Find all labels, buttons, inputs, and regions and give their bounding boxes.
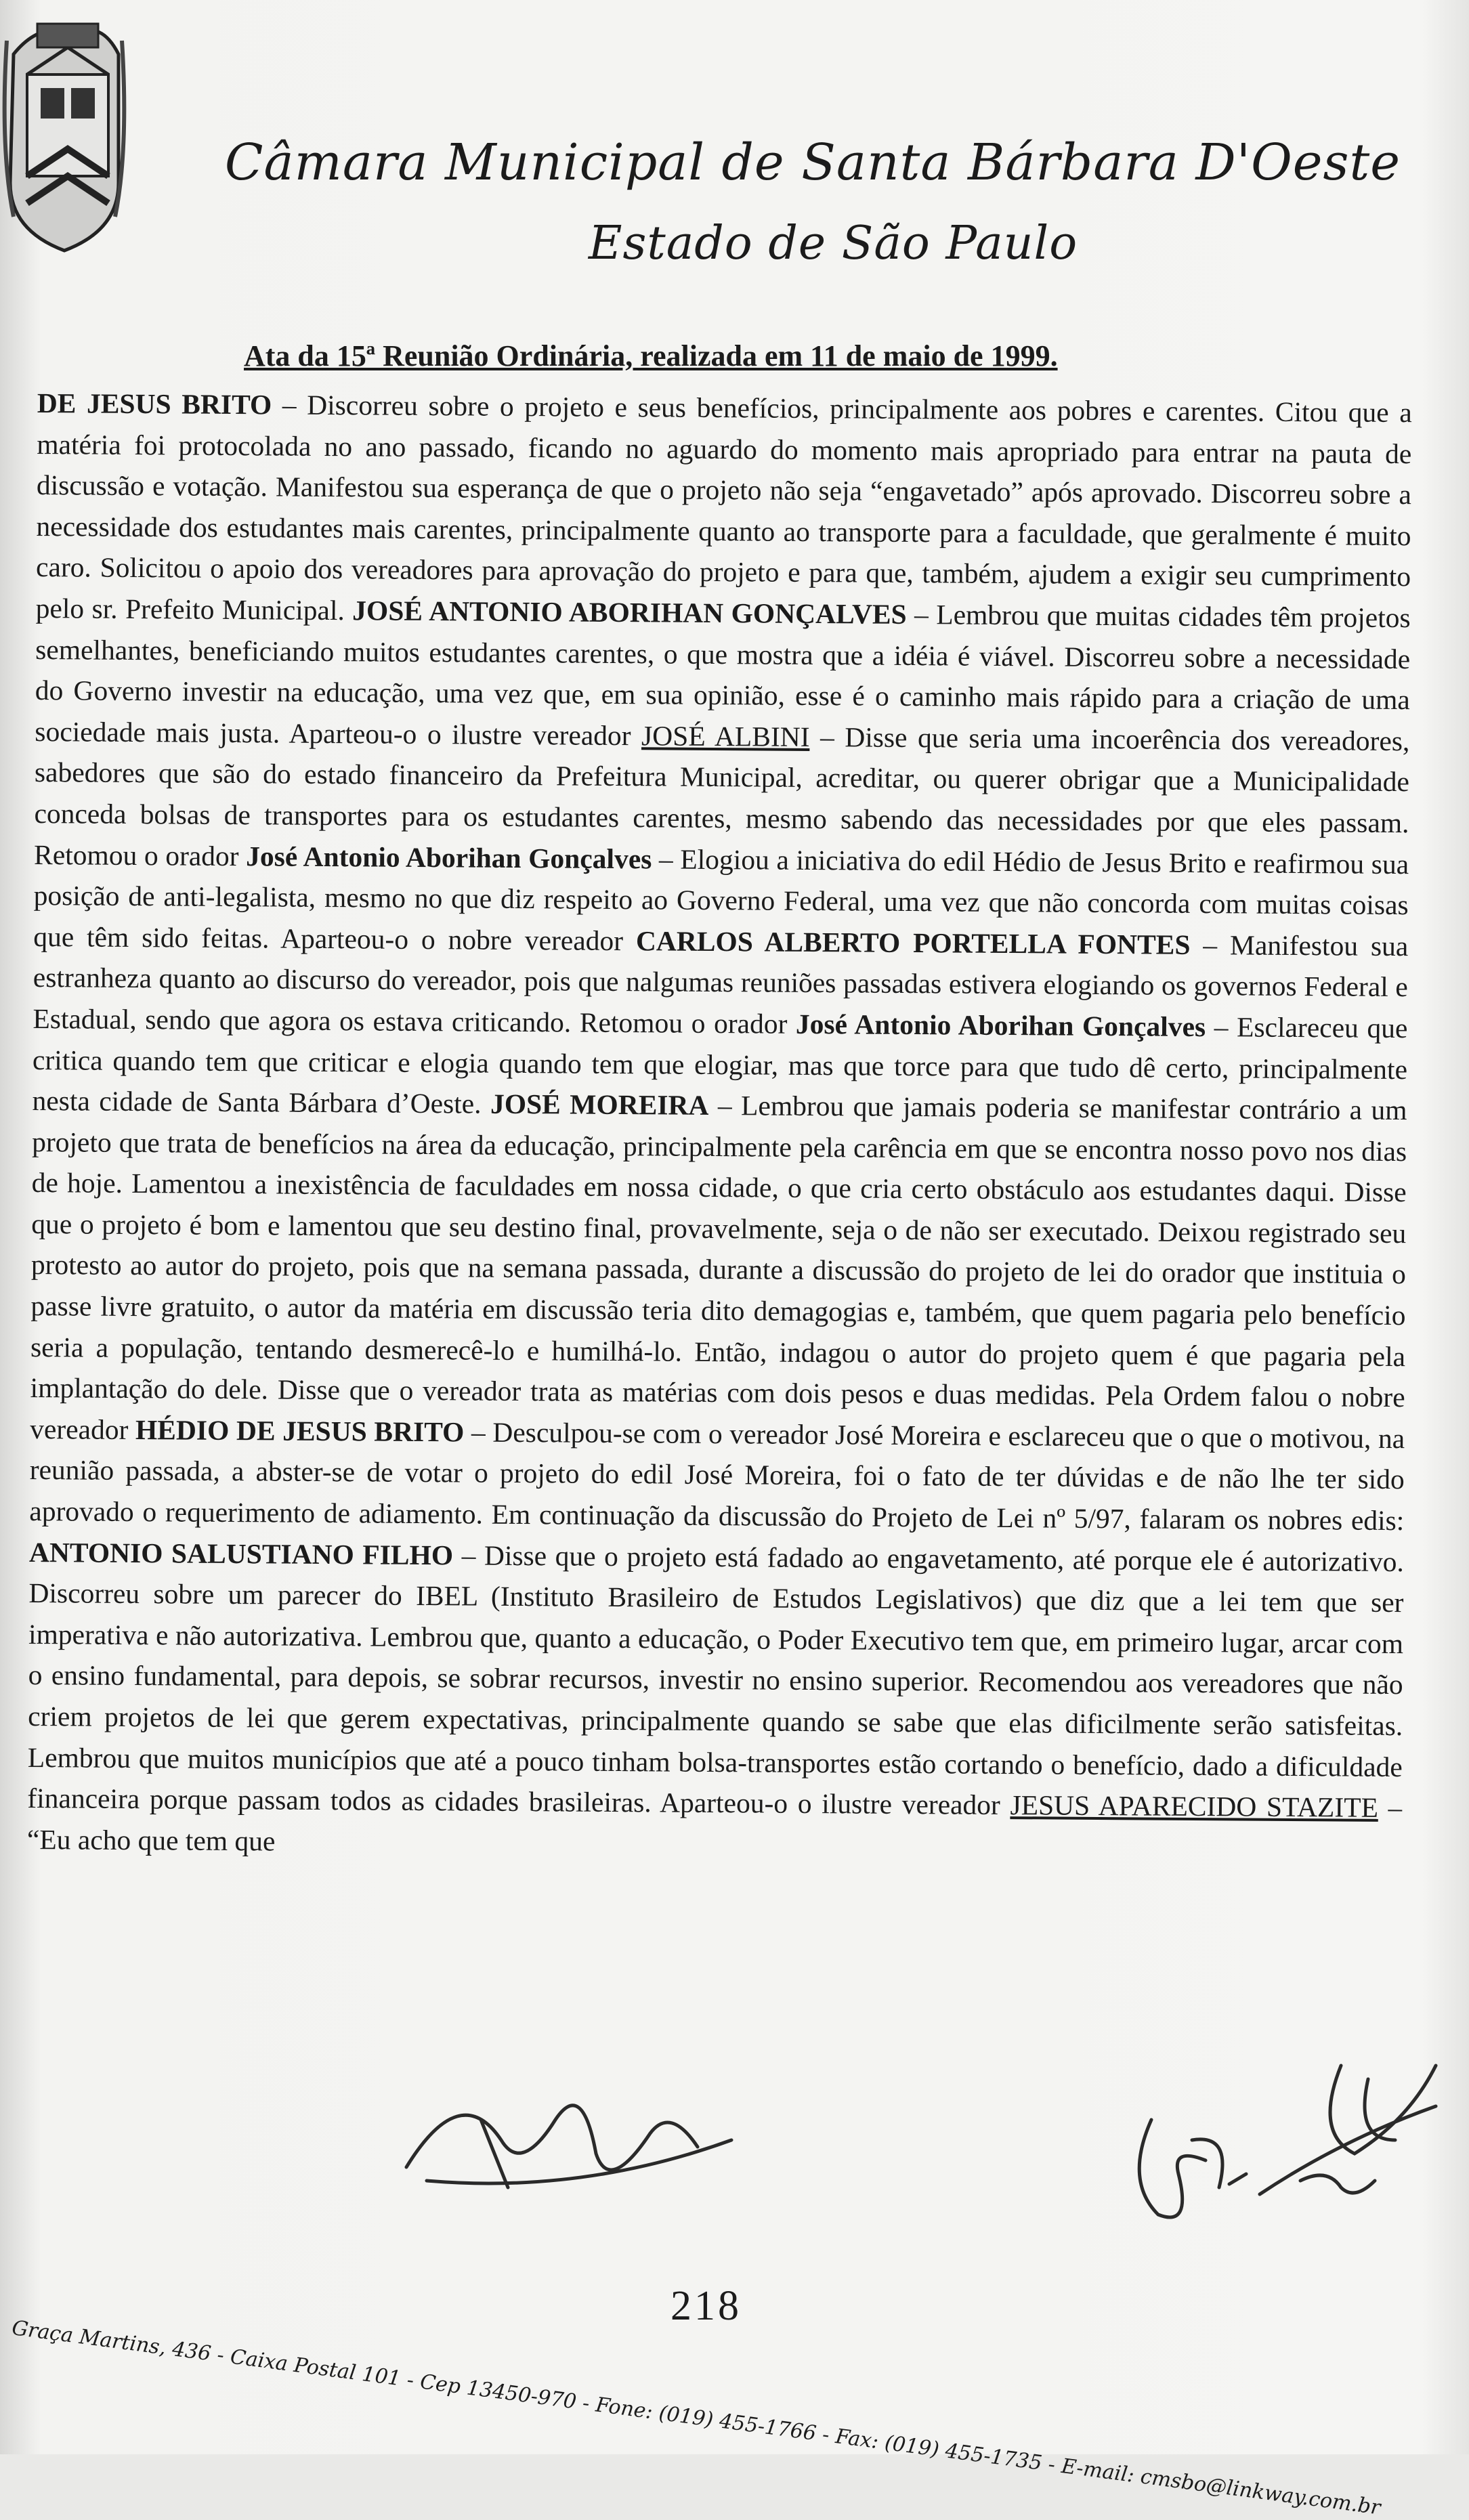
speech-text: – Manifestou sua estranheza quanto ao discurso do vereador, pois que nalgumas reuniões passadas estivera elogiando os governos Federal e Estadual, sendo que agora os estava criticando. Retomou o orador — [33, 928, 1409, 1040]
speaker-name: ANTONIO SALUSTIANO FILHO — [28, 1536, 454, 1571]
speech-text: – Lembrou que muitas cidades têm projetos semelhantes, beneficiando muitos estudantes carentes, o que mostra que a idéia é viável. Discorreu sobre a necessidade do Governo investir na educação, uma vez que, em sua opinião, esse é o caminho mais rápido para a criação de uma sociedade mais justa. Aparteou-o o ilustre vereador — [35, 598, 1411, 751]
signature-left-icon — [406, 2106, 731, 2187]
speech-text: – “Eu acho que tem que — [26, 1792, 1403, 1857]
speaker-name: HÉDIO DE JESUS BRITO — [135, 1413, 465, 1448]
speech-text: – Esclareceu que critica quando tem que criticar e elogia quando tem que elogiar, mas que torce para que tudo dê certo, principalmente nesta cidade de Santa Bárbara d’Oeste. — [32, 1010, 1408, 1119]
signature-right-icon — [1260, 2066, 1436, 2194]
speaker-name: José Antonio Aborihan Gonçalves — [795, 1008, 1206, 1042]
speaker-name: JOSÉ MOREIRA — [490, 1088, 709, 1122]
speaker-name-underlined: JOSÉ ALBINI — [641, 719, 810, 752]
minutes-title: Ata da 15ª Reunião Ordinária, realizada em 11 de maio de 1999. — [244, 339, 1058, 372]
signatures — [379, 2038, 1463, 2262]
speech-text: – Discorreu sobre o projeto e seus benefícios, principalmente aos pobres e carentes. Citou que a matéria foi protocolada no ano passado, ficando no aguardo do momento mais apropriado para entrar na pauta de discussão e votação. Manifestou sua esperança de que o projeto não seja “engavetado” após aprovado. Discorreu sobre a necessidade dos estudantes mais carentes, principalmente quanto ao transporte para a faculdade, que geralmente é muito caro. Solicitou o apoio dos vereadores para aprovação do projeto e para que, também, ajudem a exigir seu cumprimento pelo sr. Prefeito Municipal. — [35, 389, 1412, 626]
speech-text: – Desculpou-se com o vereador José Moreira e esclareceu que o que o motivou, na reunião passada, a abster-se de votar o projeto do edil José Moreira, foi o fato de ter dúvidas e de não lhe ter sido aprovado o requerimento de adiamento. Em continuação da discussão do Projeto de Lei nº 5/97, falaram os nobres edis: — [29, 1416, 1405, 1537]
footer — [10, 2316, 1456, 2520]
speech-text: – Disse que o projeto está fadado ao engavetamento, até porque ele é autorizativo. Discorreu sobre um parecer do IBEL (Instituto Brasileiro de Estudos Legislativos) que diz que a lei tem que ser imperativa e não autorizativa. Lembrou que, quanto a educação, o Poder Executivo tem que, em primeiro lugar, arcar com o ensino fundamental, para depois, se sobrar recursos, investir no ensino superior. Recomendou aos vereadores que não criem projetos de lei que gerem expectativas, principalmente quando se sabe que elas dificilmente serão satisfeitas. Lembrou que muitos municípios que até a pouco tinham bolsa-transportes estão cortando o benefício, dado a dificuldade financeira porque passam todos as cidades brasileiras. Aparteou-o o ilustre vereador — [27, 1539, 1405, 1821]
letterhead-state: Estado de São Paulo — [588, 217, 1078, 270]
speaker-name: DE JESUS BRITO — [37, 387, 272, 421]
speaker-name: CARLOS ALBERTO PORTELLA FONTES — [635, 924, 1191, 960]
letterhead — [176, 125, 1449, 281]
speaker-name: JOSÉ ANTONIO ABORIHAN GONÇALVES — [352, 595, 907, 630]
initials-center-icon — [1139, 2120, 1246, 2217]
speaker-name: José Antonio Aborihan Gonçalves — [246, 840, 652, 874]
speech-text: – Disse que seria uma incoerência dos vereadores, sabedores que são do estado financeiro da Prefeitura Municipal, acreditar, ou querer obrigar que a Municipalidade conceda bolsas de transportes para os estudantes carentes, mesmo sabendo das necessidades por que eles passam. Retomou o orador — [33, 721, 1410, 872]
letterhead-chamber-name: Câmara Municipal de Santa Bárbara D'Oeste — [224, 133, 1401, 192]
page-number: 218 — [670, 2283, 742, 2329]
speech-text: – Lembrou que jamais poderia se manifestar contrário a um projeto que trata de benefícios na área da educação, principalmente pela carência em que se encontra nosso povo nos dias de hoje. Lamentou a inexistência de faculdades em nossa cidade, o que cria certo obstáculo aos estudantes daqui. Disse que o projeto é bom e lamentou que seu destino final, provavelmente, seja o de não ser executado. Deixou registrado seu protesto ao autor do projeto, pois que na semana passada, durante a discussão do projeto de lei do orador que instituia o passe livre gratuito, o autor da matéria em discussão teria dito demagogias e, também, que quem pagaria pelo benefício seria a população, tentando desmerecê-lo e humilhá-lo. Então, indagou o autor do projeto quem é que pagaria pela implantação do dele. Disse que o vereador trata as matérias com dois pesos e duas medidas. Pela Ordem falou o nobre vereador — [30, 1090, 1407, 1445]
minutes-paragraph — [27, 383, 1412, 1869]
footer-address: Graça Martins, 436 - Caixa Postal 101 - Cep 13450-970 - Fone: (019) 455-1766 - Fax: (019) 455-1735 - E-mail: cmsbo@linkway.com.br — [10, 2316, 1382, 2520]
speaker-name-underlined: JESUS APARECIDO STAZITE — [1010, 1789, 1379, 1824]
coat-of-arms-icon — [0, 14, 129, 257]
speech-text: – Elogiou a iniciativa do edil Hédio de Jesus Brito e reafirmou sua posição de anti-legalista, mesmo no que diz respeito ao Governo Federal, uma vez que não concorda com muitas coisas que têm sido feitas. Aparteou-o o nobre vereador — [33, 842, 1409, 956]
minutes-body — [26, 383, 1412, 2045]
